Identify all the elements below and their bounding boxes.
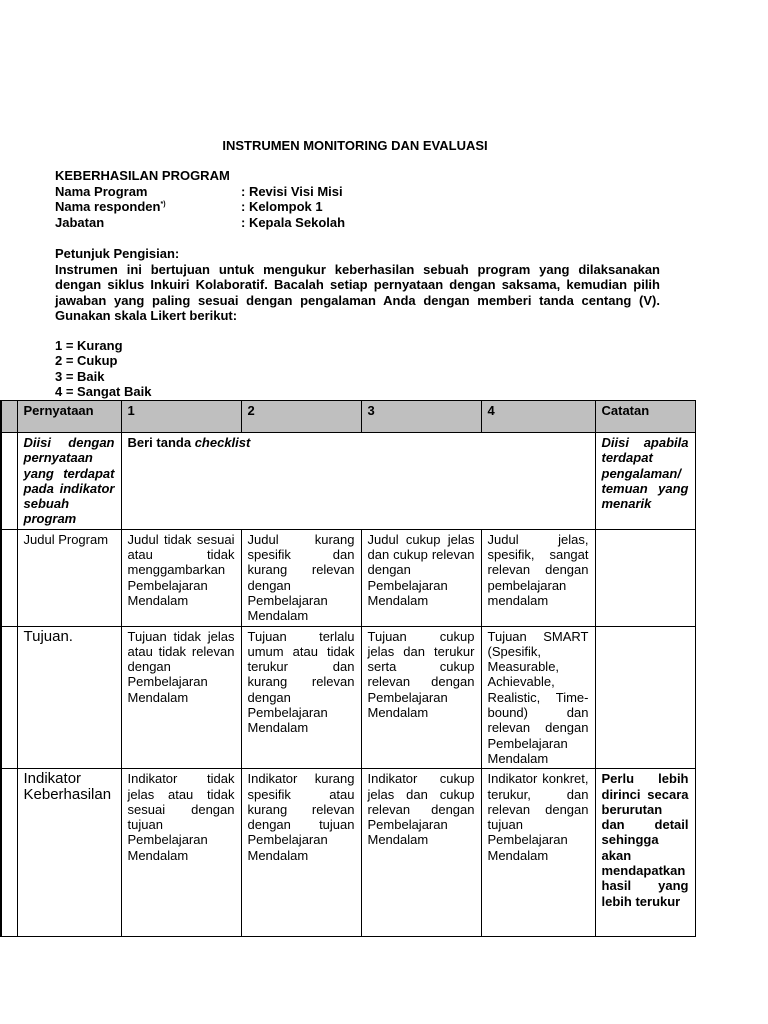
row-margin-cell — [1, 401, 17, 433]
header-statement: Pernyataan — [17, 401, 121, 433]
instructions-heading: Petunjuk Pengisian: — [55, 246, 180, 261]
guide-row — [1, 433, 695, 530]
guide-checklist-cell — [121, 433, 595, 530]
guide-statement-cell — [17, 433, 121, 530]
scale-item: 1 = Kurang — [55, 338, 123, 353]
score-1-cell[interactable]: Tujuan tidak jelas atau tidak relevan dengan Pembelajaran Mendalam — [121, 626, 241, 769]
table-row — [1, 769, 695, 937]
header-score-4: 4 — [481, 401, 595, 433]
program-info — [55, 168, 345, 230]
likert-scale — [55, 338, 151, 399]
guide-checklist-word: checklist — [194, 435, 251, 450]
score-3-cell[interactable]: Indikator cukup jelas dan cukup relevan dengan Pembelajaran Mendalam — [361, 769, 481, 937]
score-4-cell[interactable]: Judul jelas, spesifik, sangat relevan dengan pembelajaran mendalam — [481, 529, 595, 626]
score-2-cell[interactable]: Tujuan terlalu umum atau tidak terukur dan kurang relevan dengan Pembelajaran Mendalam — [241, 626, 361, 769]
field-value: : Kepala Sekolah — [241, 214, 346, 230]
score-4-cell[interactable]: Indikator konkret, terukur, dan relevan dengan tujuan Pembelajaran Mendalam — [481, 769, 595, 937]
field-value: : Kelompok 1 — [241, 199, 323, 214]
notes-cell[interactable] — [595, 626, 695, 769]
guide-checklist-prefix: Beri tanda — [127, 435, 195, 450]
field-label: Nama Program — [55, 183, 148, 199]
table-header-row — [1, 401, 695, 433]
scale-item: 3 = Baik — [55, 368, 105, 384]
notes-cell[interactable] — [595, 529, 695, 626]
field-program — [55, 184, 345, 200]
document-title: INSTRUMEN MONITORING DAN EVALUASI — [222, 138, 488, 153]
header-score-1: 1 — [121, 401, 241, 433]
instructions-body: Instrumen ini bertujuan untuk mengukur keberhasilan sebuah program yang dilaksanakan dengan siklus Inkuiri Kolaboratif. Bacalah setiap pernyataan dengan saksama, kemudian pilih jawaban yang paling sesuai dengan pengalaman Anda dengan memberi tanda centang (V). Gunakan skala Likert berikut: — [55, 261, 660, 323]
field-label: Jabatan — [55, 214, 105, 230]
row-margin-cell — [1, 626, 17, 769]
field-value: : Revisi Visi Misi — [241, 183, 343, 199]
scale-item: 2 = Cukup — [55, 353, 118, 369]
row-margin-cell — [1, 769, 17, 937]
score-2-cell[interactable]: Indikator kurang spesifik atau kurang relevan dengan tujuan Pembelajaran Mendalam — [241, 769, 361, 937]
footnote-mark: *) — [160, 201, 166, 208]
row-margin-cell — [1, 529, 17, 626]
table-row — [1, 529, 695, 626]
header-score-2: 2 — [241, 401, 361, 433]
field-label: Nama responden — [55, 199, 161, 214]
score-3-cell[interactable]: Judul cukup jelas dan cukup relevan dengan Pembelajaran Mendalam — [361, 529, 481, 626]
scale-item: 4 = Sangat Baik — [55, 383, 152, 399]
guide-notes-cell — [595, 433, 695, 530]
statement-cell: Indikator Keberhasilan — [17, 769, 121, 937]
table-row — [1, 626, 695, 769]
score-2-cell[interactable]: Judul kurang spesifik dan kurang relevan dengan Pembelajaran Mendalam — [241, 529, 361, 626]
score-4-cell[interactable]: Tujuan SMART (Spesifik, Measurable, Achievable, Realistic, Time-bound) dan relevan dengan Pembelajaran Mendalam — [481, 626, 595, 769]
section-heading: KEBERHASILAN PROGRAM — [55, 168, 230, 183]
guide-notes-text: Diisi apabila terdapat pengalaman/ temuan yang menarik — [601, 435, 689, 512]
score-1-cell[interactable]: Indikator tidak jelas atau tidak sesuai dengan tujuan Pembelajaran Mendalam — [121, 769, 241, 937]
row-margin-cell — [1, 433, 17, 530]
statement-cell: Judul Program — [17, 529, 121, 626]
evaluation-table — [0, 400, 696, 937]
score-3-cell[interactable]: Tujuan cukup jelas dan terukur serta cukup relevan dengan Pembelajaran Mendalam — [361, 626, 481, 769]
field-position — [55, 215, 345, 231]
notes-cell[interactable]: Perlu lebih dirinci secara berurutan dan detail sehingga akan mendapatkan hasil yang lebih terukur — [595, 769, 695, 937]
statement-cell: Tujuan. — [17, 626, 121, 769]
header-notes: Catatan — [595, 401, 695, 433]
instructions — [55, 246, 660, 324]
score-1-cell[interactable]: Judul tidak sesuai atau tidak menggambarkan Pembelajaran Mendalam — [121, 529, 241, 626]
field-respondent — [55, 199, 345, 215]
guide-statement-text: Diisi dengan pernyataan yang terdapat pada indikator sebuah program — [23, 435, 115, 527]
header-score-3: 3 — [361, 401, 481, 433]
